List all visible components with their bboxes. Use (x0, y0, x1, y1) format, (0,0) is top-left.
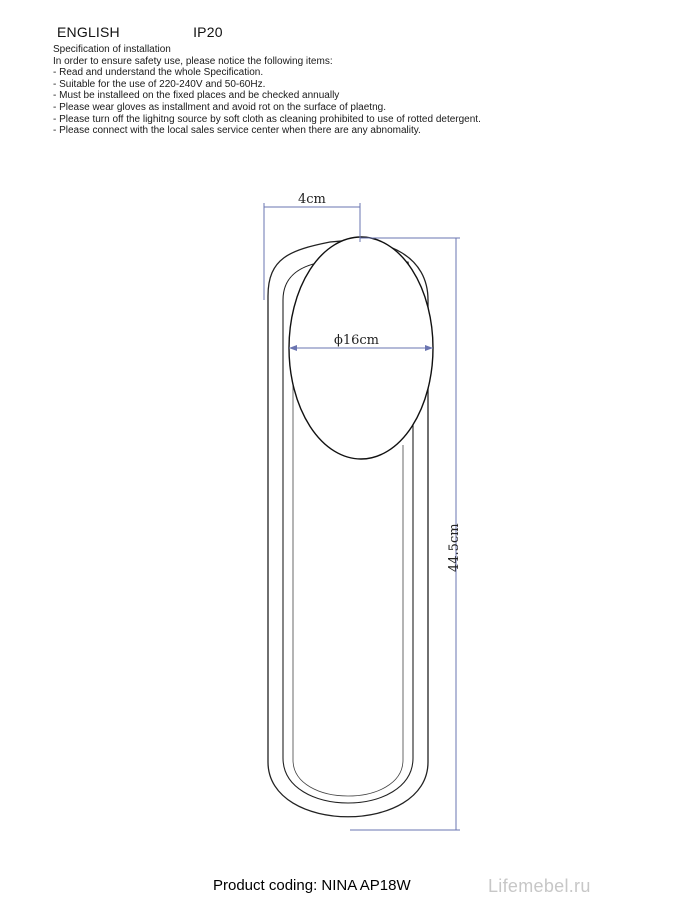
spec-item: - Please connect with the local sales service center when there are any abnomality. (53, 125, 421, 137)
ip-rating: IP20 (193, 24, 223, 40)
spec-intro: In order to ensure safety use, please notice the following items: (53, 55, 333, 67)
spec-title: Specification of installation (53, 44, 171, 55)
spec-item: - Suitable for the use of 220-240V and 50-60Hz. (53, 78, 266, 90)
spec-item: - Must be installeed on the fixed places and be checked annually (53, 90, 340, 102)
watermark-text: Lifemebel.ru (488, 876, 591, 896)
height-label: 44.5cm (447, 523, 462, 572)
diameter-label: ϕ16cm (334, 333, 380, 348)
spec-item: - Please turn off the lighitng source by soft cloth as cleaning prohibited to use of rotted detergent. (53, 113, 481, 125)
spec-item: - Read and understand the whole Specification. (53, 67, 264, 79)
depth-label: 4cm (298, 192, 326, 207)
product-coding: Product coding: NINA AP18W (213, 877, 411, 894)
spec-item: - Please wear gloves as installment and avoid rot on the surface of plaetng. (53, 101, 386, 113)
language-label: ENGLISH (57, 24, 120, 40)
